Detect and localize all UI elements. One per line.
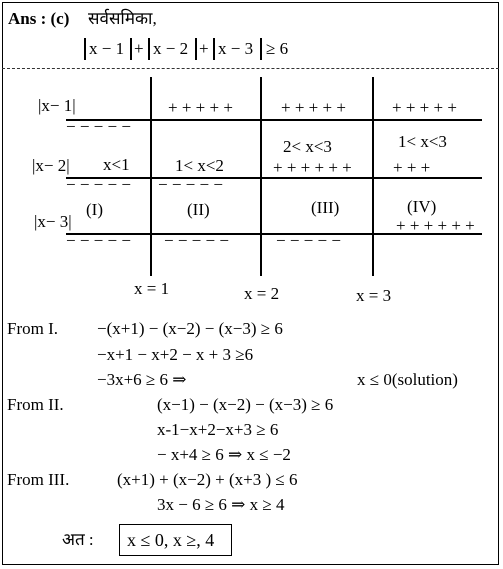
inequality-term-3: x − 3 [218, 39, 254, 58]
row3-sign-region1: − − − − − [66, 231, 131, 250]
case-2-step-1: (x−1) − (x−2) − (x−3) ≥ 6 [157, 395, 334, 414]
case-1-step-3: −3x+6 ≥ 6 ⇒ [97, 370, 187, 389]
inequality-plus-2: + [199, 39, 209, 58]
abs-bar [148, 38, 150, 60]
row2-sign-region4: + + + [393, 158, 431, 177]
row2-interval-region2: 1< x<2 [175, 156, 224, 175]
row3-sign-region3: − − − − − [276, 231, 341, 250]
abs-bar [84, 38, 86, 60]
case-2-label: From II. [7, 395, 64, 414]
case-1-result: x ≤ 0(solution) [357, 370, 458, 389]
row2-sign-region1: − − − − − [66, 175, 131, 194]
row1-sign-region1: − − − − − [66, 117, 131, 136]
inequality-term-1: x − 1 [89, 39, 125, 58]
region-label-3: (III) [311, 198, 340, 217]
region-label-1: (I) [86, 200, 103, 219]
case-1-step-2: −x+1 − x+2 − x + 3 ≥6 [97, 345, 254, 364]
case-2-step-2: x-1−x+2−x+3 ≥ 6 [157, 420, 279, 439]
abs-bar [213, 38, 215, 60]
row1-sign-region4: + + + + + [392, 98, 457, 117]
abs-bar [260, 38, 262, 60]
case-3-step-1: (x+1) + (x−2) + (x+3 ) ≤ 6 [117, 470, 298, 489]
abs-bar [195, 38, 197, 60]
inequality-plus-1: + [134, 39, 144, 58]
row-label-abs-x-1: |x− 1| [38, 96, 76, 115]
row2-interval-region1: x<1 [103, 155, 130, 174]
row2-sign-region3: + + + + + + [273, 158, 352, 177]
case-3-label: From III. [7, 470, 70, 489]
boundary-label-x1: x = 1 [134, 279, 170, 298]
inequality-rhs: ≥ 6 [266, 39, 289, 58]
case-3-step-2: 3x − 6 ≥ 6 ⇒ x ≥ 4 [157, 495, 285, 514]
case-2-step-3: − x+4 ≥ 6 ⇒ x ≤ −2 [157, 445, 291, 464]
region-label-2: (II) [187, 200, 210, 219]
dashed-separator [2, 68, 499, 69]
region-label-4: (IV) [407, 197, 437, 216]
boundary-label-x2: x = 2 [244, 284, 280, 303]
row-label-abs-x-3: |x− 3| [34, 212, 72, 231]
boundary-label-x3: x = 3 [356, 286, 392, 305]
answer-label: Ans : (c) [8, 9, 70, 28]
inequality-term-2: x − 2 [153, 39, 189, 58]
row1-sign-region3: + + + + + [281, 98, 346, 117]
answer-intro-text: सर्वसमिका, [88, 9, 157, 28]
row2-sign-region2: − − − − − [158, 175, 223, 194]
row3-sign-region2: − − − − − [164, 231, 229, 250]
row3-sign-region4: + + + + + + [396, 216, 475, 235]
row1-sign-region2: + + + + + [168, 98, 233, 117]
case-1-label: From I. [7, 319, 58, 338]
row2-interval-region4: 1< x<3 [398, 132, 447, 151]
case-1-step-1: −(x+1) − (x−2) − (x−3) ≥ 6 [97, 319, 283, 338]
conclusion-label: अत : [62, 530, 94, 549]
row-label-abs-x-2: |x− 2| [32, 156, 70, 175]
row2-interval-region3: 2< x<3 [283, 137, 332, 156]
final-answer: x ≤ 0, x ≥, 4 [127, 530, 215, 550]
abs-bar [130, 38, 132, 60]
